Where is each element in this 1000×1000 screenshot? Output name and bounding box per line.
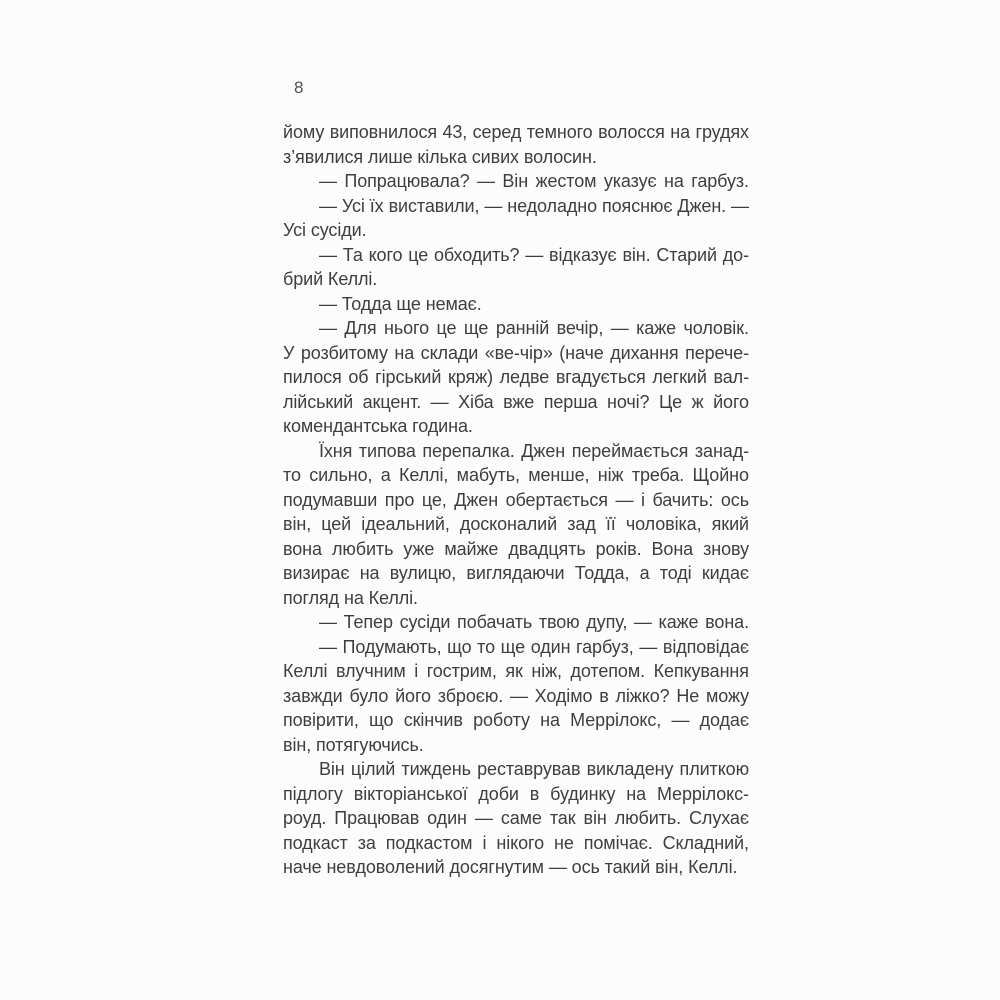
- text-line: підлогу вікторіанської доби в будинку на Меррілокс-: [283, 783, 749, 804]
- page-number: 8: [294, 78, 304, 97]
- text-line: він, потягуючись.: [283, 734, 424, 755]
- page-text: [283, 122, 749, 882]
- text-line: — Усі їх виставили, — недоладно пояснює Джен. —: [319, 195, 749, 216]
- text-line: подумавши про це, Джен обертається — і бачить: ось: [283, 489, 749, 510]
- text-line: — Подумають, що то ще один гарбуз, — відповідає: [319, 636, 749, 657]
- text-line: У розбитому на склади «ве-чір» (наче дихання перече-: [283, 342, 749, 363]
- text-line: Келлі влучним і гострим, як ніж, дотепом. Кепкування: [283, 661, 749, 681]
- text-line: брий Келлі.: [283, 269, 378, 289]
- text-line: він, цей ідеальний, досконалий зад її чоловіка, який: [283, 514, 749, 534]
- text-line: подкаст за подкастом і нікого не помічає. Складний,: [283, 832, 749, 853]
- text-line: — Для нього це ще ранній вечір, — каже чоловік.: [319, 318, 749, 338]
- text-line: то сильно, а Келлі, мабуть, менше, ніж треба. Щойно: [283, 465, 749, 485]
- text-line: — Тепер сусіди побачать твою дупу, — каже вона.: [319, 612, 749, 632]
- text-line: повірити, що скінчив роботу на Меррілокс, — додає: [283, 710, 749, 730]
- text-line: Він цілий тиждень реставрував викладену плиткою: [319, 759, 749, 779]
- text-line: комендантська година.: [283, 416, 473, 436]
- text-line: роуд. Працював один — саме так він любить. Слухає: [283, 808, 749, 828]
- text-line: з’явилися лише кілька сивих волосин.: [283, 146, 597, 167]
- text-line: — Та кого це обходить? — відказує він. Старий до-: [319, 244, 749, 265]
- text-line: — Попрацювала? — Він жестом указує на гарбуз.: [319, 171, 749, 191]
- text-line: — Тодда ще немає.: [319, 293, 482, 314]
- text-line: наче невдоволений досягнутим — ось такий він, Келлі.: [283, 857, 738, 877]
- text-line: йому виповнилося 43, серед темного волосся на грудях: [283, 122, 749, 142]
- text-line: пилося об гірський кряж) ледве вгадується легкий вал-: [283, 367, 749, 387]
- text-line: визирає на вулицю, виглядаючи Тодда, а тоді кидає: [283, 563, 749, 583]
- text-line: вона любить уже майже двадцять років. Вона знову: [283, 538, 749, 559]
- text-line: Усі сусіди.: [283, 220, 367, 240]
- text-line: завжди було його зброєю. — Ходімо в ліжко? Не можу: [283, 685, 749, 706]
- text-line: лійський акцент. — Хіба вже перша ночі? Це ж його: [283, 391, 749, 412]
- text-line: погляд на Келлі.: [283, 587, 418, 608]
- text-line: Їхня типова перепалка. Джен переймається занад-: [319, 440, 749, 461]
